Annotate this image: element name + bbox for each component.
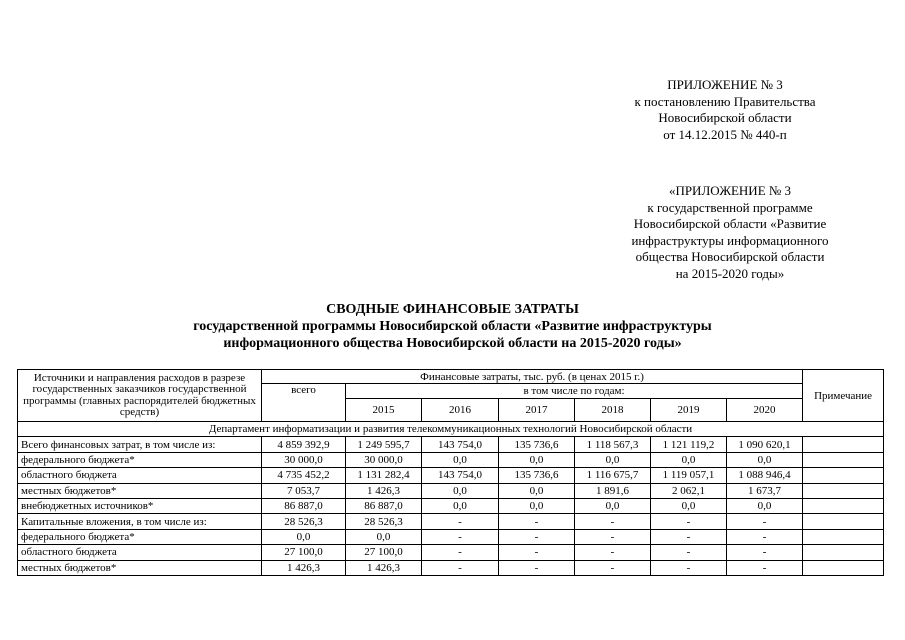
- year-header: 2015: [346, 399, 422, 422]
- total-cell: 28 526,3: [262, 514, 346, 529]
- year-cell: -: [499, 545, 575, 560]
- appendix-2-line: на 2015-2020 годы»: [675, 265, 785, 281]
- header-row: [18, 370, 884, 384]
- year-cell: 30 000,0: [346, 452, 422, 467]
- row-label: местных бюджетов*: [18, 560, 262, 575]
- year-cell: -: [422, 514, 499, 529]
- title-line-1: СВОДНЫЕ ФИНАНСОВЫЕ ЗАТРАТЫ: [326, 302, 579, 317]
- note-cell: [803, 514, 884, 529]
- year-cell: -: [651, 514, 727, 529]
- year-cell: 0,0: [499, 452, 575, 467]
- year-cell: -: [422, 529, 499, 544]
- year-cell: 1 088 946,4: [727, 468, 803, 483]
- sources-header: Источники и направления расходов в разрезе государственных заказчиков государственной программы (главных распорядителей бюджетных средств): [18, 370, 262, 422]
- total-cell: 7 053,7: [262, 483, 346, 498]
- year-cell: 0,0: [499, 483, 575, 498]
- year-cell: -: [727, 560, 803, 575]
- year-cell: -: [651, 545, 727, 560]
- year-cell: 0,0: [422, 452, 499, 467]
- row-label: Всего финансовых затрат, в том числе из:: [18, 437, 262, 452]
- year-cell: 1 426,3: [346, 483, 422, 498]
- year-cell: 0,0: [575, 452, 651, 467]
- year-cell: 1 673,7: [727, 483, 803, 498]
- year-cell: 1 119 057,1: [651, 468, 727, 483]
- year-cell: 0,0: [575, 498, 651, 513]
- year-cell: -: [727, 514, 803, 529]
- year-cell: 0,0: [422, 498, 499, 513]
- total-header: всего: [262, 384, 346, 422]
- table-row: [18, 483, 884, 498]
- year-cell: -: [499, 514, 575, 529]
- appendix-2-line: к государственной программе: [647, 199, 813, 215]
- by-year-header: в том числе по годам:: [346, 384, 803, 399]
- appendix-2-line: общества Новосибирской области: [635, 249, 825, 264]
- year-cell: 0,0: [651, 498, 727, 513]
- year-cell: 1 118 567,3: [575, 437, 651, 452]
- appendix-2-line: «ПРИЛОЖЕНИЕ № 3: [668, 183, 792, 198]
- year-cell: 0,0: [727, 452, 803, 467]
- year-cell: -: [575, 560, 651, 575]
- department-name: Департамент информатизации и развития телекоммуникационных технологий Новосибирской области: [18, 422, 884, 437]
- year-cell: -: [575, 514, 651, 529]
- year-header: 2019: [651, 399, 727, 422]
- year-cell: 135 736,6: [499, 468, 575, 483]
- year-header: 2017: [499, 399, 575, 422]
- note-cell: [803, 498, 884, 513]
- year-cell: -: [422, 545, 499, 560]
- year-cell: 1 090 620,1: [727, 437, 803, 452]
- year-cell: 1 249 595,7: [346, 437, 422, 452]
- appendix-1-block: [610, 77, 840, 143]
- note-cell: [803, 468, 884, 483]
- appendix-2-line: инфраструктуры информационного: [631, 232, 829, 248]
- year-cell: 28 526,3: [346, 514, 422, 529]
- year-cell: 1 131 282,4: [346, 468, 422, 483]
- note-cell: [803, 529, 884, 544]
- table-row: [18, 514, 884, 529]
- total-cell: 4 859 392,9: [262, 437, 346, 452]
- year-cell: 0,0: [727, 498, 803, 513]
- financial-header: Финансовые затраты, тыс. руб. (в ценах 2015 г.): [262, 370, 803, 384]
- year-cell: 27 100,0: [346, 545, 422, 560]
- table-row: [18, 452, 884, 467]
- year-cell: -: [499, 560, 575, 575]
- year-cell: 0,0: [651, 452, 727, 467]
- appendix-1-line: к постановлению Правительства: [634, 93, 816, 109]
- row-label: областного бюджета: [18, 468, 262, 483]
- note-cell: [803, 560, 884, 575]
- year-cell: 86 887,0: [346, 498, 422, 513]
- year-cell: 1 116 675,7: [575, 468, 651, 483]
- title-line-3: информационного общества Новосибирской области на 2015-2020 годы»: [223, 336, 682, 351]
- year-cell: 1 121 119,2: [651, 437, 727, 452]
- year-cell: -: [727, 529, 803, 544]
- year-cell: -: [651, 560, 727, 575]
- row-label: Капитальные вложения, в том числе из:: [18, 514, 262, 529]
- year-header: 2016: [422, 399, 499, 422]
- appendix-1-line: ПРИЛОЖЕНИЕ № 3: [667, 77, 783, 92]
- year-cell: -: [575, 529, 651, 544]
- year-cell: -: [727, 545, 803, 560]
- total-cell: 1 426,3: [262, 560, 346, 575]
- table-row: [18, 560, 884, 575]
- document-title: [0, 301, 905, 352]
- year-cell: 0,0: [422, 483, 499, 498]
- row-label: федерального бюджета*: [18, 452, 262, 467]
- year-cell: -: [499, 529, 575, 544]
- department-row: [18, 422, 884, 437]
- year-cell: -: [422, 560, 499, 575]
- year-header: 2020: [727, 399, 803, 422]
- year-cell: -: [575, 545, 651, 560]
- total-cell: 30 000,0: [262, 452, 346, 467]
- table-row: [18, 545, 884, 560]
- appendix-2-line: Новосибирской области «Развитие: [633, 216, 827, 231]
- row-label: областного бюджета: [18, 545, 262, 560]
- year-cell: 0,0: [499, 498, 575, 513]
- total-cell: 27 100,0: [262, 545, 346, 560]
- year-cell: 1 426,3: [346, 560, 422, 575]
- appendix-1-line: Новосибирской области: [658, 110, 792, 125]
- table-row: [18, 437, 884, 452]
- year-header: 2018: [575, 399, 651, 422]
- year-cell: 143 754,0: [422, 437, 499, 452]
- note-cell: [803, 545, 884, 560]
- table-row: [18, 498, 884, 513]
- note-cell: [803, 483, 884, 498]
- note-cell: [803, 452, 884, 467]
- row-label: внебюджетных источников*: [18, 498, 262, 513]
- table-row: [18, 529, 884, 544]
- note-cell: [803, 437, 884, 452]
- row-label: местных бюджетов*: [18, 483, 262, 498]
- total-cell: 86 887,0: [262, 498, 346, 513]
- year-cell: 143 754,0: [422, 468, 499, 483]
- year-cell: 0,0: [346, 529, 422, 544]
- year-cell: 135 736,6: [499, 437, 575, 452]
- appendix-1-line: от 14.12.2015 № 440-п: [663, 126, 787, 142]
- title-line-2: государственной программы Новосибирской области «Развитие инфраструктуры: [193, 319, 712, 334]
- total-cell: 0,0: [262, 529, 346, 544]
- total-cell: 4 735 452,2: [262, 468, 346, 483]
- year-cell: 1 891,6: [575, 483, 651, 498]
- year-cell: 2 062,1: [651, 483, 727, 498]
- note-header: Примечание: [803, 370, 884, 422]
- financial-costs-table: [17, 369, 884, 576]
- year-cell: -: [651, 529, 727, 544]
- appendix-2-block: [590, 183, 870, 282]
- row-label: федерального бюджета*: [18, 529, 262, 544]
- table-row: [18, 468, 884, 483]
